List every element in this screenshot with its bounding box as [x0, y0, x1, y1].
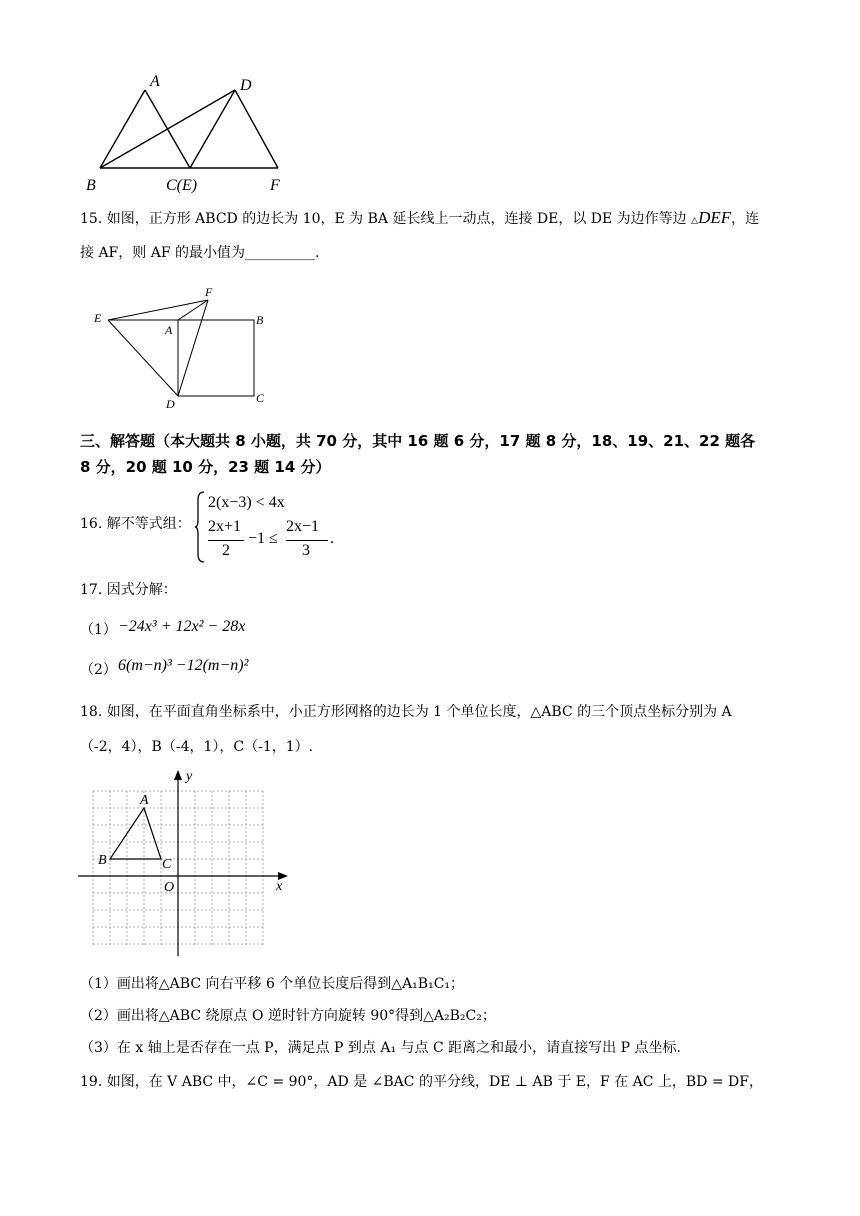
- system-brace: [194, 490, 206, 564]
- frac1-den: 2: [222, 542, 230, 559]
- axis-x-label: x: [276, 879, 283, 894]
- fig15-B: B: [256, 313, 264, 327]
- q15-line1: 15. 如图，正方形 ABCD 的边长为 10，E 为 BA 延长线上一动点，连接 DE，以 DE 为边作等边 △DEF，连: [80, 208, 760, 227]
- triangle-symbol: △: [691, 216, 699, 226]
- frac2-den: 3: [302, 542, 310, 559]
- q17-p2-label: （2）: [80, 662, 117, 678]
- q17-p1-label: （1）: [80, 622, 117, 638]
- q17-p1-expr: −24x³ + 12x² − 28x: [118, 618, 246, 635]
- figure-q14: [80, 68, 300, 194]
- q17-label: 17. 因式分解：: [80, 582, 177, 598]
- fig15-E: E: [94, 311, 102, 325]
- figure-q15: [90, 284, 280, 412]
- ineq2-mid: −1 ≤: [248, 530, 278, 547]
- q18-line1: 18. 如图，在平面直角坐标系中，小正方形网格的边长为 1 个单位长度，△ABC 的三个顶点坐标分别为 A: [80, 704, 732, 720]
- frac2-num: 2x−1: [286, 518, 320, 535]
- label-D: D: [240, 77, 252, 94]
- origin-label: O: [164, 880, 175, 895]
- vertex-B: B: [98, 853, 107, 868]
- axis-y-label: y: [186, 769, 193, 784]
- section3-heading-line2: 8 分，20 题 10 分，23 题 14 分）: [80, 458, 331, 476]
- label-B: B: [86, 177, 96, 194]
- fig15-F: F: [205, 285, 213, 299]
- label-A: A: [150, 73, 160, 90]
- q18-part1: （1）画出将△ABC 向右平移 6 个单位长度后得到△A₁B₁C₁；: [80, 976, 465, 992]
- q16-ineq1: 2(x−3) < 4x: [208, 494, 285, 511]
- frac1-num: 2x+1: [208, 518, 242, 535]
- fig15-A: A: [165, 323, 173, 337]
- q16-label: 16. 解不等式组：: [80, 516, 191, 532]
- section3-heading-line1: 三、解答题（本大题共 8 小题，共 70 分，其中 16 题 6 分，17 题 8 分，18、19、21、22 题各: [80, 432, 756, 450]
- q18-part2: （2）画出将△ABC 绕原点 O 逆时针方向旋转 90°得到△A₂B₂C₂；: [80, 1008, 496, 1024]
- label-CE: C(E): [166, 177, 198, 194]
- q19-line1: 19. 如图，在 V ABC 中，∠C = 90°，AD 是 ∠BAC 的平分线，DE ⊥ AB 于 E，F 在 AC 上，BD = DF，: [80, 1074, 763, 1090]
- frac1-bar: [208, 540, 244, 541]
- ineq2-dot: .: [330, 530, 334, 547]
- q18-part3: （3）在 x 轴上是否存在一点 P，满足点 P 到点 A₁ 与点 C 距离之和最小，请直接写出 P 点坐标.: [80, 1040, 681, 1056]
- q15-line2: 接 AF，则 AF 的最小值为__________.: [80, 245, 320, 261]
- figure-q18: [76, 768, 296, 958]
- fig15-D: D: [166, 397, 175, 411]
- q17-p2-expr: 6(m−n)³ −12(m−n)²: [118, 657, 249, 674]
- frac2-bar: [286, 540, 328, 541]
- label-F: F: [270, 177, 280, 194]
- q15-tri: DEF: [698, 208, 732, 227]
- vertex-A: A: [140, 793, 149, 808]
- vertex-C: C: [162, 857, 172, 872]
- fig15-C: C: [256, 391, 265, 405]
- q18-line2: （-2，4），B（-4，1），C（-1，1）.: [80, 739, 314, 755]
